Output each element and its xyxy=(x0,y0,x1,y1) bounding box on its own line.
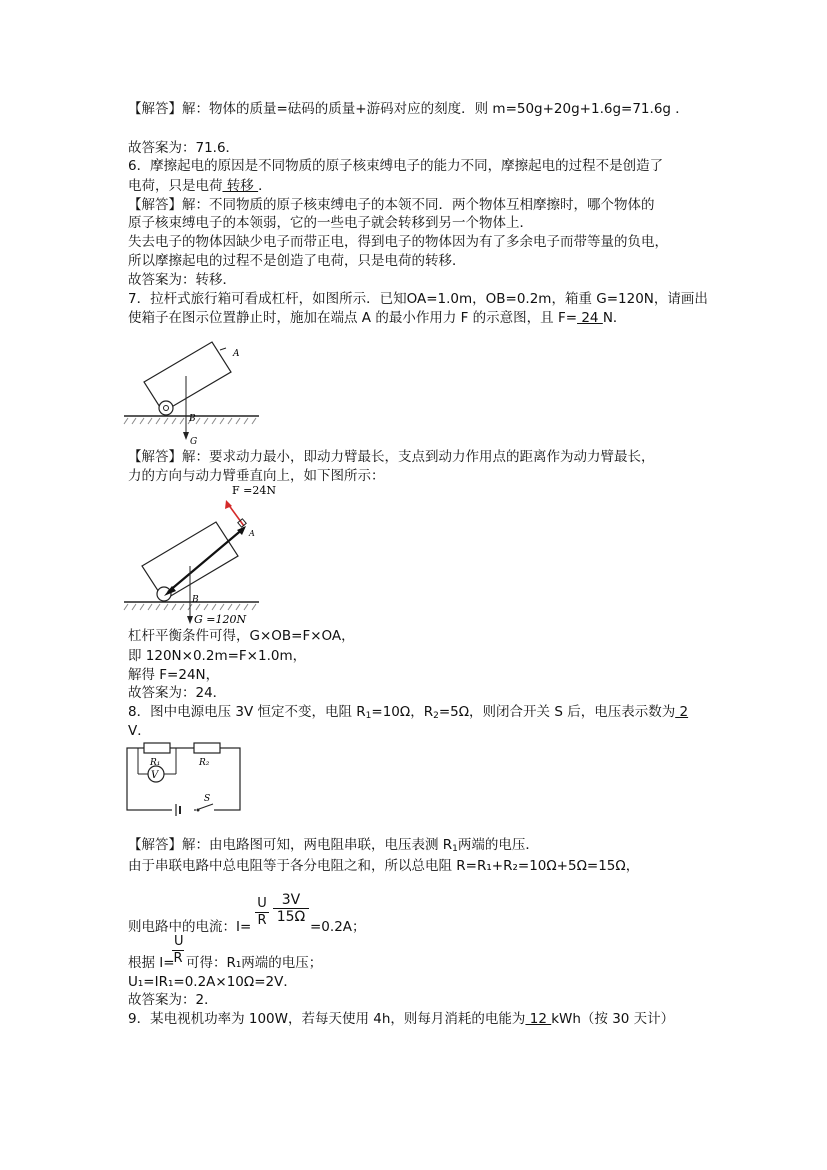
fraction-denominator: R xyxy=(173,951,183,966)
text: =5Ω，则闭合开关 S 后，电压表示数为 xyxy=(438,704,676,720)
fraction-u-r xyxy=(255,896,269,929)
text: =0.2A； xyxy=(310,919,366,935)
text: 8．图中电源电压 3V 恒定不变，电阻 R xyxy=(128,704,366,720)
blank-answer: 24 xyxy=(577,310,603,326)
fraction-numerator: U xyxy=(174,934,184,949)
solution-line: 【解答】解：物体的质量=砝码的质量+游码对应的刻度．则 m=50g+20g+1.6g=71.6g ． xyxy=(128,101,689,117)
answer-line: 故答案为：转移． xyxy=(128,272,236,288)
subscript: 2 xyxy=(433,711,439,721)
label-s: S xyxy=(204,794,211,804)
blank-answer: 12 xyxy=(525,1011,552,1027)
fraction-numerator: 3V xyxy=(273,892,309,909)
question-8-line xyxy=(128,703,688,725)
text: 两端的电压． xyxy=(457,837,539,853)
fraction-numerator: U xyxy=(255,896,269,913)
fraction-value xyxy=(273,892,309,925)
solution-7-line: 力的方向与动力臂垂直向上，如下图所示： xyxy=(128,468,385,484)
label-a: A xyxy=(233,349,240,359)
circuit-figure xyxy=(124,740,244,814)
text: 【解答】解：由电路图可知，两电阻串联，电压表测 R xyxy=(128,837,453,853)
solution-8-line: 由于串联电路中总电阻等于各分电阻之和，所以总电阻 R=R₁+R₂=10Ω+5Ω=15Ω， xyxy=(128,858,640,874)
question-9-line xyxy=(128,1010,674,1028)
question-8-line: V． xyxy=(128,723,151,739)
solution-7-line: 杠杆平衡条件可得，G×OB=F×OA， xyxy=(128,628,355,644)
label-b: B xyxy=(192,595,199,605)
lever-figure xyxy=(124,336,264,446)
solution-7-line: 【解答】解：要求动力最小，即动力臂最长，支点到动力作用点的距离作为动力臂最长， xyxy=(128,449,655,465)
question-7-line: 7．拉杆式旅行箱可看成杠杆，如图所示．已知OA=1.0m，OB=0.2m，箱重 G=120N，请画出 xyxy=(128,291,708,307)
solution-6-line: 所以摩擦起电的过程不是创造了电荷，只是电荷的转移． xyxy=(128,253,466,269)
label-r1: R₁ xyxy=(150,758,161,768)
lever-force-figure xyxy=(124,482,276,626)
text: 使箱子在图示位置静止时，施加在端点 A 的最小作用力 F 的示意图，且 F= xyxy=(128,310,578,326)
answer-line: 故答案为：2． xyxy=(128,992,218,1008)
solution-6-line: 失去电子的物体因缺少电子而带正电，得到电子的物体因为有了多余电子而带等量的负电， xyxy=(128,234,668,250)
fraction-denominator: R xyxy=(257,913,267,928)
subscript: 1 xyxy=(365,711,372,721)
text: 9．某电视机功率为 100W，若每天使用 4h，则每月消耗的电能为 xyxy=(128,1011,526,1027)
voltmeter-label: V xyxy=(151,770,159,781)
label-g: G =120N xyxy=(194,613,247,626)
text: 电荷，只是电荷 xyxy=(128,178,223,194)
question-6-line: 6．摩擦起电的原因是不同物质的原子核束缚电子的能力不同，摩擦起电的过程不是创造了 xyxy=(128,158,664,174)
label-a: A xyxy=(249,529,255,538)
solution-8-line xyxy=(128,836,539,858)
answer-line: 故答案为：71.6． xyxy=(128,140,240,156)
solution-6-line: 【解答】解：不同物质的原子核束缚电子的本领不同．两个物体互相摩擦时，哪个物体的 xyxy=(128,197,655,213)
solution-8-line xyxy=(310,918,366,936)
fraction-u-r xyxy=(172,934,184,967)
solution-8-line xyxy=(128,954,175,972)
blank-answer: 转移 xyxy=(222,178,259,194)
label-g: G xyxy=(190,437,198,447)
answer-line: 故答案为：24． xyxy=(128,685,227,701)
text: 可得：R₁两端的电压； xyxy=(186,955,323,971)
text: N． xyxy=(602,310,627,326)
solution-7-line: 解得 F=24N， xyxy=(128,667,220,683)
solution-8-line xyxy=(128,918,251,936)
solution-6-line: 原子核束缚电子的本领弱，它的一些电子就会转移到另一个物体上． xyxy=(128,215,533,231)
text: ． xyxy=(258,178,272,194)
question-7-line xyxy=(128,309,626,327)
question-6-line xyxy=(128,177,272,195)
solution-8-line: U₁=IR₁=0.2A×10Ω=2V． xyxy=(128,974,297,990)
label-b: B xyxy=(189,414,196,424)
solution-8-line xyxy=(186,954,322,972)
text: =10Ω，R xyxy=(371,704,434,720)
text: 根据 I= xyxy=(128,955,175,971)
label-f: F =24N xyxy=(232,484,276,497)
text: kWh（按 30 天计） xyxy=(551,1011,675,1027)
solution-7-line: 即 120N×0.2m=F×1.0m， xyxy=(128,648,307,664)
subscript: 1 xyxy=(452,844,458,854)
text: 则电路中的电流：I= xyxy=(128,919,252,935)
label-r2: R₂ xyxy=(199,758,210,768)
fraction-denominator: 15Ω xyxy=(276,909,306,925)
blank-answer: 2 xyxy=(675,704,689,720)
